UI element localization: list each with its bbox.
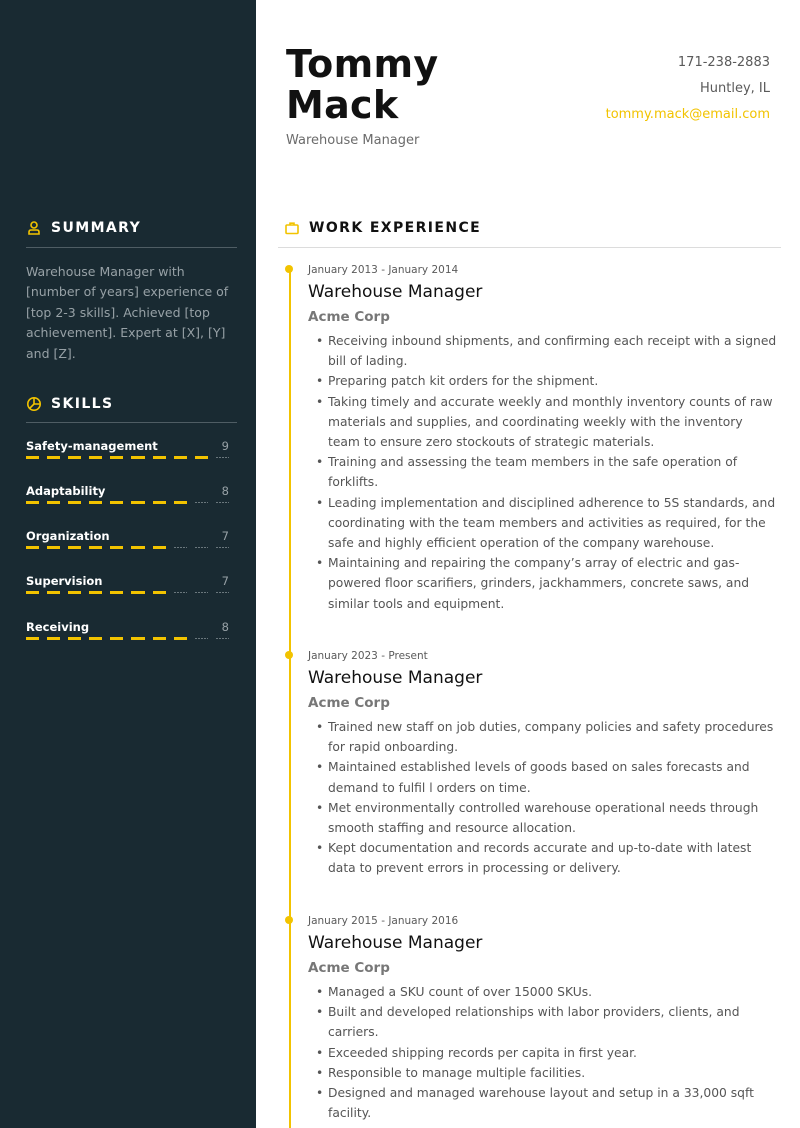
candidate-title: Warehouse Manager: [286, 133, 420, 148]
skill-segment-filled: [153, 456, 166, 459]
job-dates: January 2015 - January 2016: [308, 915, 459, 927]
job-dates: January 2023 - Present: [308, 650, 428, 662]
job-bullets: [308, 717, 778, 879]
skill-segment-filled: [68, 501, 81, 504]
job-title: Warehouse Manager: [308, 668, 483, 688]
job-bullet: • Built and developed relationships with labor providers, clients, and carriers.: [308, 1002, 778, 1042]
phone: 171-238-2883: [677, 55, 770, 70]
skill-segment-filled: [89, 637, 102, 640]
skill-segment-filled: [110, 546, 123, 549]
job-bullet: • Taking timely and accurate weekly and monthly inventory counts of raw materials and supplies, and coordinating weekly with the inventory team to ensure zero stockouts of strategic materials.: [308, 392, 778, 453]
skill-segment-filled: [131, 637, 144, 640]
job-bullet: • Training and assessing the team members in the safe operation of forklifts.: [308, 452, 778, 492]
skill-segment-filled: [89, 456, 102, 459]
timeline-dot: [285, 916, 293, 924]
skill-item: [26, 529, 229, 559]
skill-segment-empty: [195, 547, 208, 548]
skill-segment-filled: [110, 456, 123, 459]
experience-heading-label: WORK EXPERIENCE: [309, 220, 482, 236]
job-bullet: • Responsible to manage multiple facilities.: [308, 1063, 778, 1083]
skill-segment-empty: [216, 502, 229, 503]
experience-divider: [278, 247, 781, 248]
timeline-dot: [285, 265, 293, 273]
summary-divider: [26, 247, 237, 248]
skill-segment-filled: [89, 591, 102, 594]
job-bullet: • Designed and managed warehouse layout and setup in a 33,000 sqft facility.: [308, 1083, 778, 1123]
skill-segment-filled: [68, 637, 81, 640]
skill-segment-filled: [47, 591, 60, 594]
skill-segment-filled: [195, 456, 208, 459]
briefcase-icon: [284, 220, 300, 236]
skill-item: [26, 484, 229, 514]
skill-segment-filled: [89, 501, 102, 504]
skill-segment-filled: [26, 546, 39, 549]
skill-name: Organization: [26, 529, 110, 543]
experience-heading: [284, 220, 481, 236]
skill-item: [26, 439, 229, 469]
skill-level: 9: [221, 439, 229, 453]
sidebar: [0, 0, 256, 1128]
pie-chart-icon: [26, 396, 42, 412]
job-company: Acme Corp: [308, 309, 390, 325]
job-bullet: • Exceeded shipping records per capita in first year.: [308, 1043, 778, 1063]
job-bullet: • Kept documentation and records accurate and up-to-date with latest data to prevent errors in processing or delivery.: [308, 838, 778, 878]
skill-segment-filled: [110, 637, 123, 640]
job-bullet: • Met environmentally controlled warehouse operational needs through smooth staffing and resource allocation.: [308, 798, 778, 838]
skill-level-bar: [26, 501, 229, 504]
skill-level: 8: [221, 484, 229, 498]
skill-segment-filled: [68, 456, 81, 459]
skill-segment-filled: [174, 501, 187, 504]
skill-level-bar: [26, 637, 229, 640]
skill-name: Adaptability: [26, 484, 106, 498]
contact-info: [606, 50, 770, 128]
first-name: Tommy: [286, 42, 439, 86]
skill-segment-filled: [153, 637, 166, 640]
last-name: Mack: [286, 83, 399, 127]
skill-level-bar: [26, 591, 229, 594]
skill-name: Safety-management: [26, 439, 158, 453]
skill-level: 8: [221, 620, 229, 634]
job-dates: January 2013 - January 2014: [308, 264, 459, 276]
timeline-line: [289, 270, 291, 1128]
job-entry: [308, 649, 778, 879]
skill-segment-filled: [153, 501, 166, 504]
skill-segment-filled: [131, 501, 144, 504]
skill-segment-empty: [195, 502, 208, 503]
job-bullet: • Receiving inbound shipments, and confirming each receipt with a signed bill of lading.: [308, 331, 778, 371]
summary-text: Warehouse Manager with [number of years] experience of [top 2-3 skills]. Achieved [top achievement]. Expert at [X], [Y] and [Z].: [26, 264, 229, 361]
job-company: Acme Corp: [308, 960, 390, 976]
job-bullet: • Maintaining and repairing the company’s array of electric and gas-powered floor scarifiers, grinders, jackhammers, concrete saws, and similar tools and equipment.: [308, 553, 778, 614]
location: Huntley, IL: [700, 81, 770, 96]
skill-segment-filled: [110, 501, 123, 504]
skill-segment-filled: [153, 591, 166, 594]
job-entry: [308, 263, 778, 614]
candidate-name: [286, 44, 438, 126]
skill-level-bar: [26, 456, 229, 459]
skill-segment-empty: [195, 592, 208, 593]
job-bullet: • Trained new staff on job duties, company policies and safety procedures for rapid onboarding.: [308, 717, 778, 757]
skill-segment-empty: [174, 547, 187, 548]
skill-segment-filled: [47, 546, 60, 549]
timeline-dot: [285, 651, 293, 659]
skill-segment-filled: [153, 546, 166, 549]
skill-segment-filled: [131, 591, 144, 594]
skill-name: Receiving: [26, 620, 90, 634]
skill-segment-filled: [89, 546, 102, 549]
skill-name: Supervision: [26, 574, 103, 588]
summary-heading-label: SUMMARY: [51, 220, 142, 236]
skill-segment-empty: [216, 592, 229, 593]
skill-segment-filled: [131, 546, 144, 549]
summary-heading: [26, 220, 141, 236]
skill-segment-filled: [68, 546, 81, 549]
skill-segment-filled: [131, 456, 144, 459]
skills-divider: [26, 422, 237, 423]
job-company: Acme Corp: [308, 695, 390, 711]
job-bullets: [308, 982, 778, 1123]
skill-segment-empty: [195, 638, 208, 639]
job-entry: [308, 914, 778, 1123]
main-content: [256, 0, 800, 1128]
skill-segment-filled: [47, 637, 60, 640]
job-bullet: • Leading implementation and disciplined adherence to 5S standards, and coordinating with the team members and activities as required, for the safe and highly efficient operation of the company warehouse.: [308, 493, 778, 554]
skill-level-bar: [26, 546, 229, 549]
skill-item: [26, 620, 229, 650]
skill-segment-filled: [26, 501, 39, 504]
skill-segment-empty: [216, 638, 229, 639]
skill-segment-empty: [216, 457, 229, 458]
job-bullet: • Managed a SKU count of over 15000 SKUs.: [308, 982, 778, 1002]
skill-segment-empty: [174, 592, 187, 593]
skill-level: 7: [221, 574, 229, 588]
skill-segment-filled: [68, 591, 81, 594]
skill-level: 7: [221, 529, 229, 543]
skills-heading: [26, 396, 113, 412]
skill-segment-filled: [110, 591, 123, 594]
job-bullet: • Maintained established levels of goods based on sales forecasts and demand to fulfil l orders on time.: [308, 757, 778, 797]
skill-segment-filled: [47, 501, 60, 504]
job-bullets: [308, 331, 778, 614]
job-title: Warehouse Manager: [308, 282, 483, 302]
job-title: Warehouse Manager: [308, 933, 483, 953]
skill-segment-filled: [47, 456, 60, 459]
skill-segment-filled: [174, 456, 187, 459]
skill-item: [26, 574, 229, 604]
user-icon: [26, 220, 42, 236]
skill-segment-filled: [26, 637, 39, 640]
skills-heading-label: SKILLS: [51, 396, 114, 412]
email-link[interactable]: tommy.mack@email.com: [605, 107, 770, 122]
skill-segment-filled: [26, 456, 39, 459]
skill-segment-empty: [216, 547, 229, 548]
skill-segment-filled: [26, 591, 39, 594]
job-bullet: • Preparing patch kit orders for the shipment.: [308, 371, 778, 391]
skill-segment-filled: [174, 637, 187, 640]
